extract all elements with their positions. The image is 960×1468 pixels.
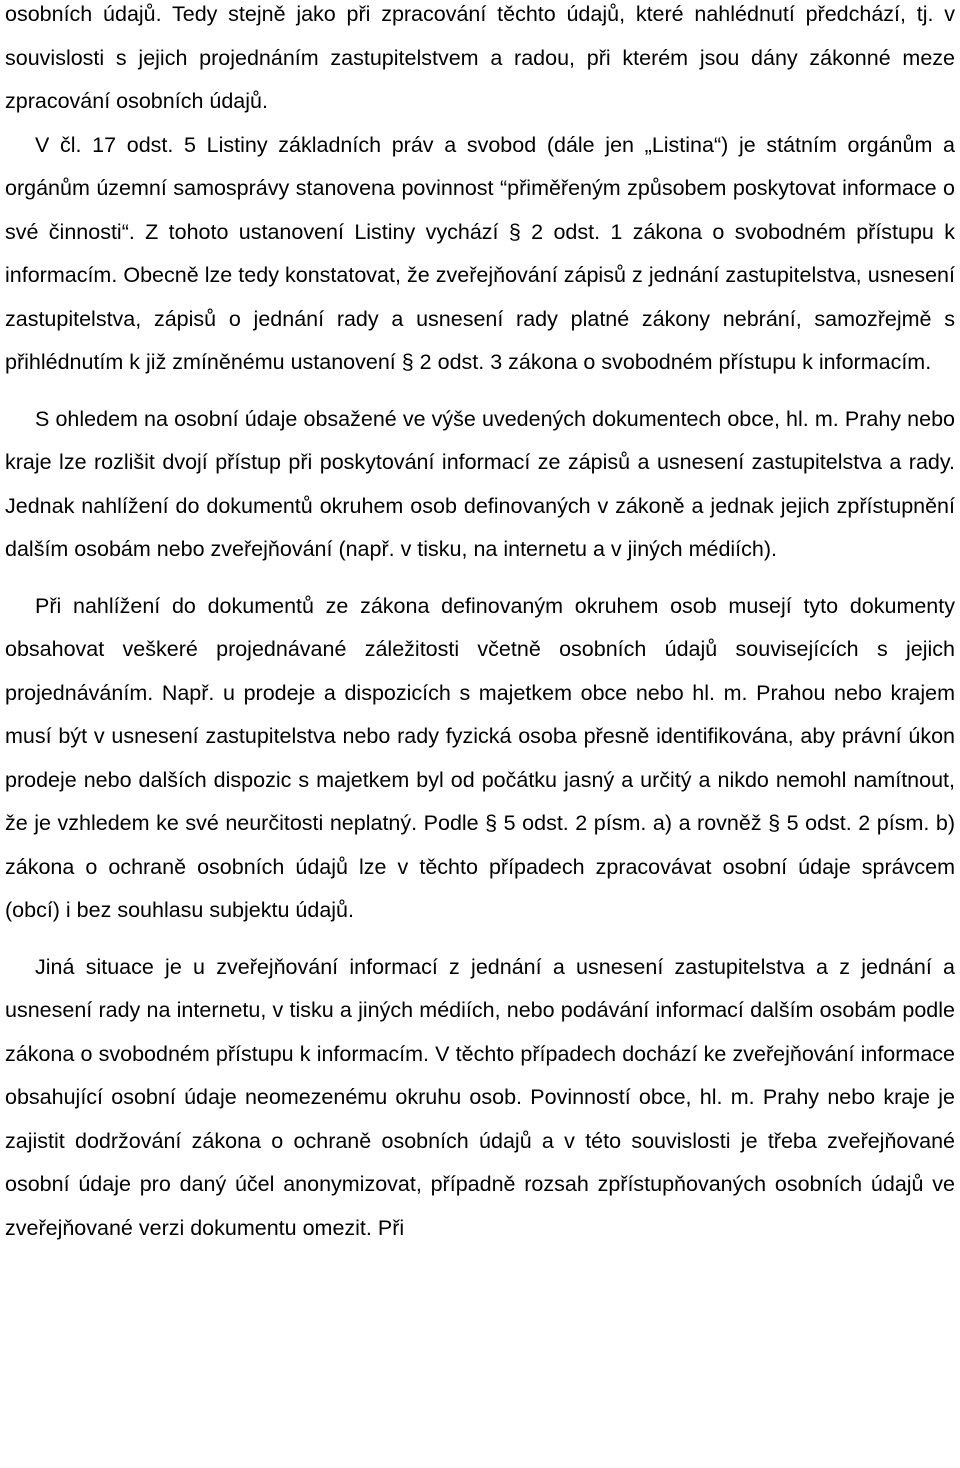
paragraph-nahlizeni: Při nahlížení do dokumentů ze zákona definovaným okruhem osob musejí tyto dokumenty obsahovat veškeré projednávané záležitosti včetně osobních údajů souvisejících s jejich projednáváním. Např. u prodeje a dispozicích s majetkem obce nebo hl. m. Prahou nebo krajem musí být v usnesení zastupitelstva nebo rady fyzická osoba přesně identifikována, aby právní úkon prodeje nebo dalších dispozic s majetkem byl od počátku jasný a určitý a nikdo nemohl namítnout, že je vzhledem ke své neurčitosti neplatný. Podle § 5 odst. 2 písm. a) a rovněž § 5 odst. 2 písm. b) zákona o ochraně osobních údajů lze v těchto případech zpracovávat osobní údaje správcem (obcí) i bez souhlasu subjektu údajů. bbox=[5, 593, 955, 922]
paragraph-osobni-udaje: S ohledem na osobní údaje obsažené ve výše uvedených dokumentech obce, hl. m. Prahy nebo kraje lze rozlišit dvojí přístup při poskytování informací ze zápisů a usnesení zastupitelstva a rady. Jednak nahlížení do dokumentů okruhem osob definovaných v zákoně a jednak jejich zpřístupnění dalším osobám nebo zveřejňování (např. v tisku, na internetu a v jiných médiích). bbox=[5, 406, 955, 561]
paragraph-zverejnovani: Jiná situace je u zveřejňování informací z jednání a usnesení zastupitelstva a z jednání a usnesení rady na internetu, v tisku a jiných médiích, nebo podávání informací dalším osobám podle zákona o svobodném přístupu k informacím. V těchto případech dochází ke zveřejňování informace obsahující osobní údaje neomezenému okruhu osob. Povinností obce, hl. m. Prahy nebo kraje je zajistit dodržování zákona o ochraně osobních údajů a v této souvislosti je třeba zveřejňované osobní údaje pro daný účel anonymizovat, případně rozsah zpřístupňovaných osobních údajů ve zveřejňované verzi dokumentu omezit. Při bbox=[5, 954, 955, 1240]
document-page bbox=[5, 0, 955, 1250]
paragraph-continuation: osobních údajů. Tedy stejně jako při zpracování těchto údajů, které nahlédnutí předchází, tj. v souvislosti s jejich projednáním zastupitelstvem a radou, při kterém jsou dány zákonné meze zpracování osobních údajů. bbox=[5, 2, 955, 113]
paragraph-listina: V čl. 17 odst. 5 Listiny základních práv a svobod (dále jen „Listina“) je státním orgánům a orgánům územní samosprávy stanovena povinnost “přiměřeným způsobem poskytovat informace o své činnosti“. Z tohoto ustanovení Listiny vychází § 2 odst. 1 zákona o svobodném přístupu k informacím. Obecně lze tedy konstatovat, že zveřejňování zápisů z jednání zastupitelstva, usnesení zastupitelstva, zápisů o jednání rady a usnesení rady platné zákony nebrání, samozřejmě s přihlédnutím k již zmíněnému ustanovení § 2 odst. 3 zákona o svobodném přístupu k informacím. bbox=[5, 132, 955, 374]
